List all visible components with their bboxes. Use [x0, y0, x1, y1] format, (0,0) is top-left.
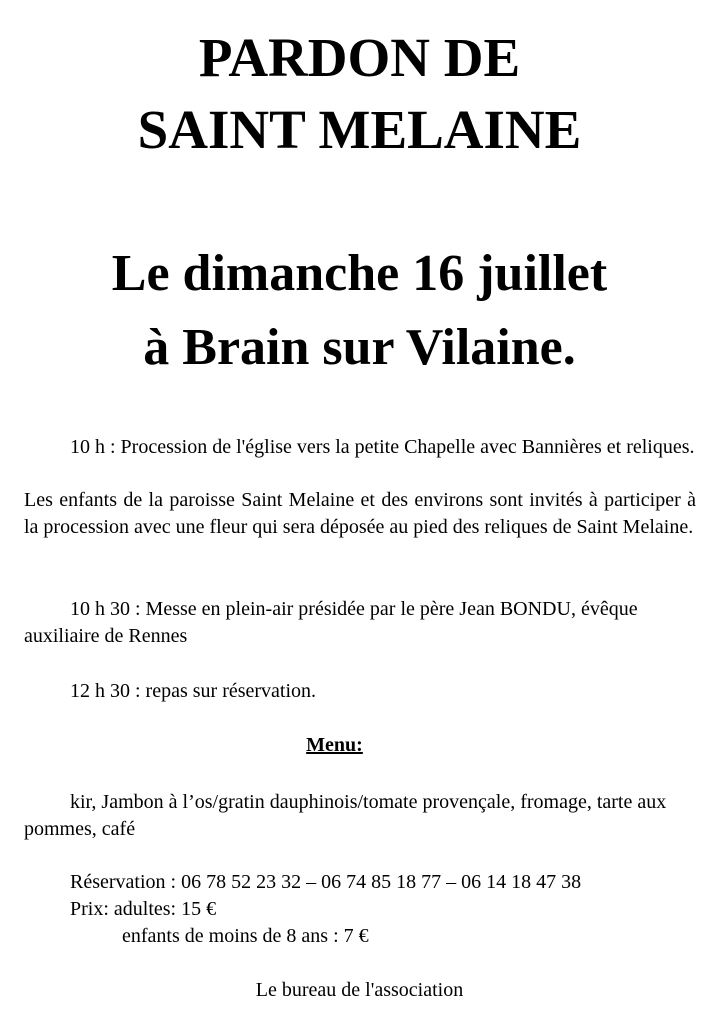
menu-content: kir, Jambon à l’os/gratin dauphinois/tomate provençale, fromage, tarte aux pommes, café [24, 791, 667, 840]
price-children: enfants de moins de 8 ans : 7 € [122, 925, 369, 947]
date-line: Le dimanche 16 juillet [111, 245, 608, 302]
signature: Le bureau de l'association [255, 979, 464, 1001]
title-line-1: PARDON DE [198, 27, 521, 88]
title-line-2: SAINT MELAINE [137, 99, 582, 160]
program-meal: 12 h 30 : repas sur réservation. [70, 680, 317, 702]
program-mass: 10 h 30 : Messe en plein-air présidée par le père Jean BONDU, évêque auxiliaire de Rennes [24, 598, 638, 647]
menu-heading: Menu: [306, 734, 363, 756]
location-line: à Brain sur Vilaine. [143, 319, 576, 376]
price-adults: Prix: adultes: 15 € [70, 898, 217, 920]
reservation-phones: Réservation : 06 78 52 23 32 – 06 74 85 18 77 – 06 14 18 47 38 [70, 871, 582, 893]
program-procession: 10 h : Procession de l'église vers la petite Chapelle avec Bannières et reliques. [70, 436, 695, 458]
program-children-note: Les enfants de la paroisse Saint Melaine et des environs sont invités à participer à la procession avec une fleur qui sera déposée au pied des reliques de Saint Melaine. [24, 489, 696, 538]
